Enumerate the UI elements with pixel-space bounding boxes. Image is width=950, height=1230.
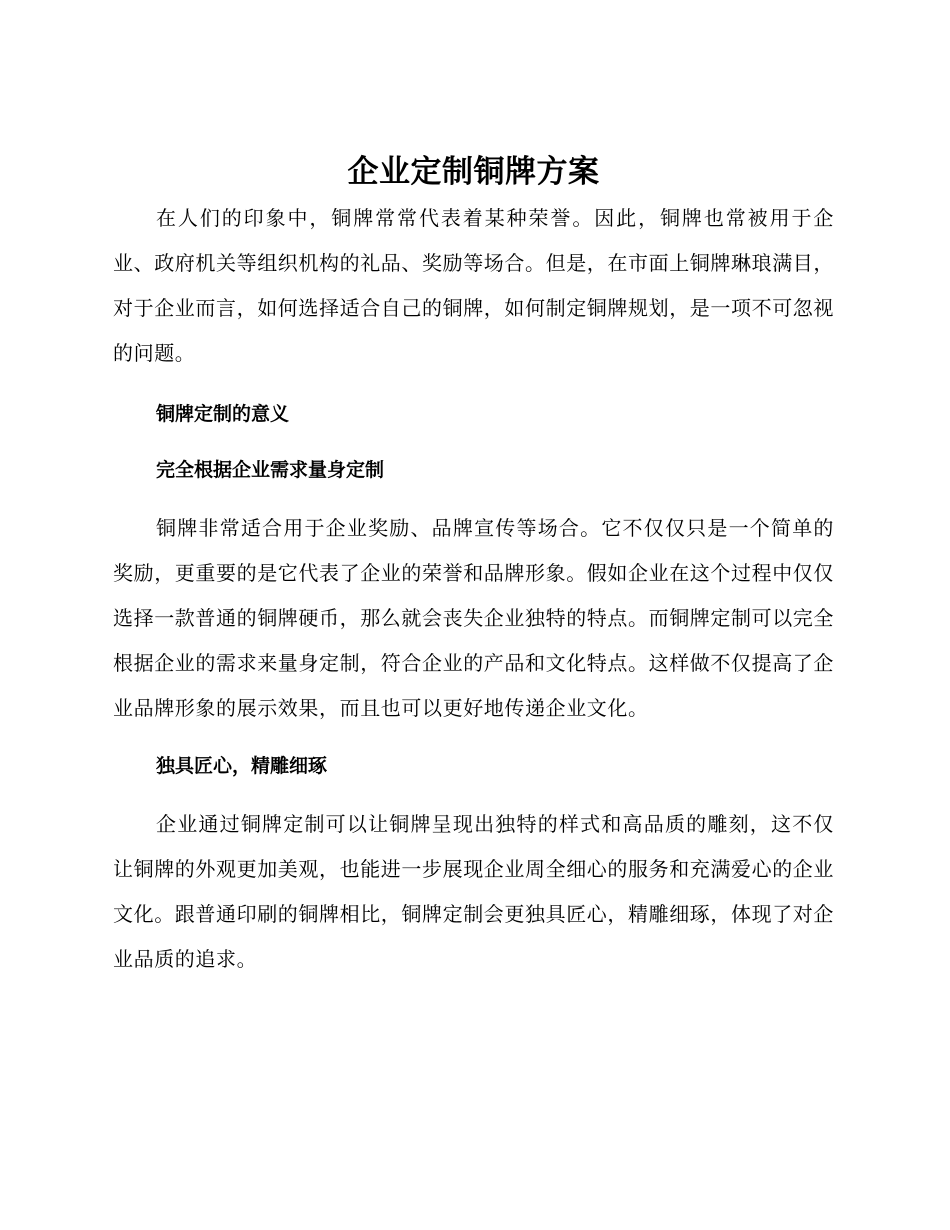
section-body-custom-tailored: 铜牌非常适合用于企业奖励、品牌宣传等场合。它不仅仅只是一个简单的奖励，更重要的是它代表了企业的荣誉和品牌形象。假如企业在这个过程中仅仅选择一款普通的铜牌硬币，那么就会丧失企业独特的特点。而铜牌定制可以完全根据企业的需求来量身定制，符合企业的产品和文化特点。这样做不仅提高了企业品牌形象的展示效果，而且也可以更好地传递企业文化。 — [113, 516, 834, 720]
document-title: 企业定制铜牌方案 — [347, 154, 600, 190]
section-heading-custom-tailored: 完全根据企业需求量身定制 — [156, 459, 385, 481]
section-heading-craftsmanship: 独具匠心，精雕细琢 — [156, 755, 328, 777]
section-heading-significance: 铜牌定制的意义 — [156, 403, 290, 425]
intro-paragraph: 在人们的印象中，铜牌常常代表着某种荣誉。因此，铜牌也常被用于企业、政府机关等组织机构的礼品、奖励等场合。但是，在市面上铜牌琳琅满目，对于企业而言，如何选择适合自己的铜牌，如何制定铜牌规划，是一项不可忽视的问题。 — [113, 206, 834, 365]
section-body-craftsmanship: 企业通过铜牌定制可以让铜牌呈现出独特的样式和高品质的雕刻，这不仅让铜牌的外观更加美观，也能进一步展现企业周全细心的服务和充满爱心的企业文化。跟普通印刷的铜牌相比，铜牌定制会更独具匠心，精雕细琢，体现了对企业品质的追求。 — [113, 812, 834, 971]
